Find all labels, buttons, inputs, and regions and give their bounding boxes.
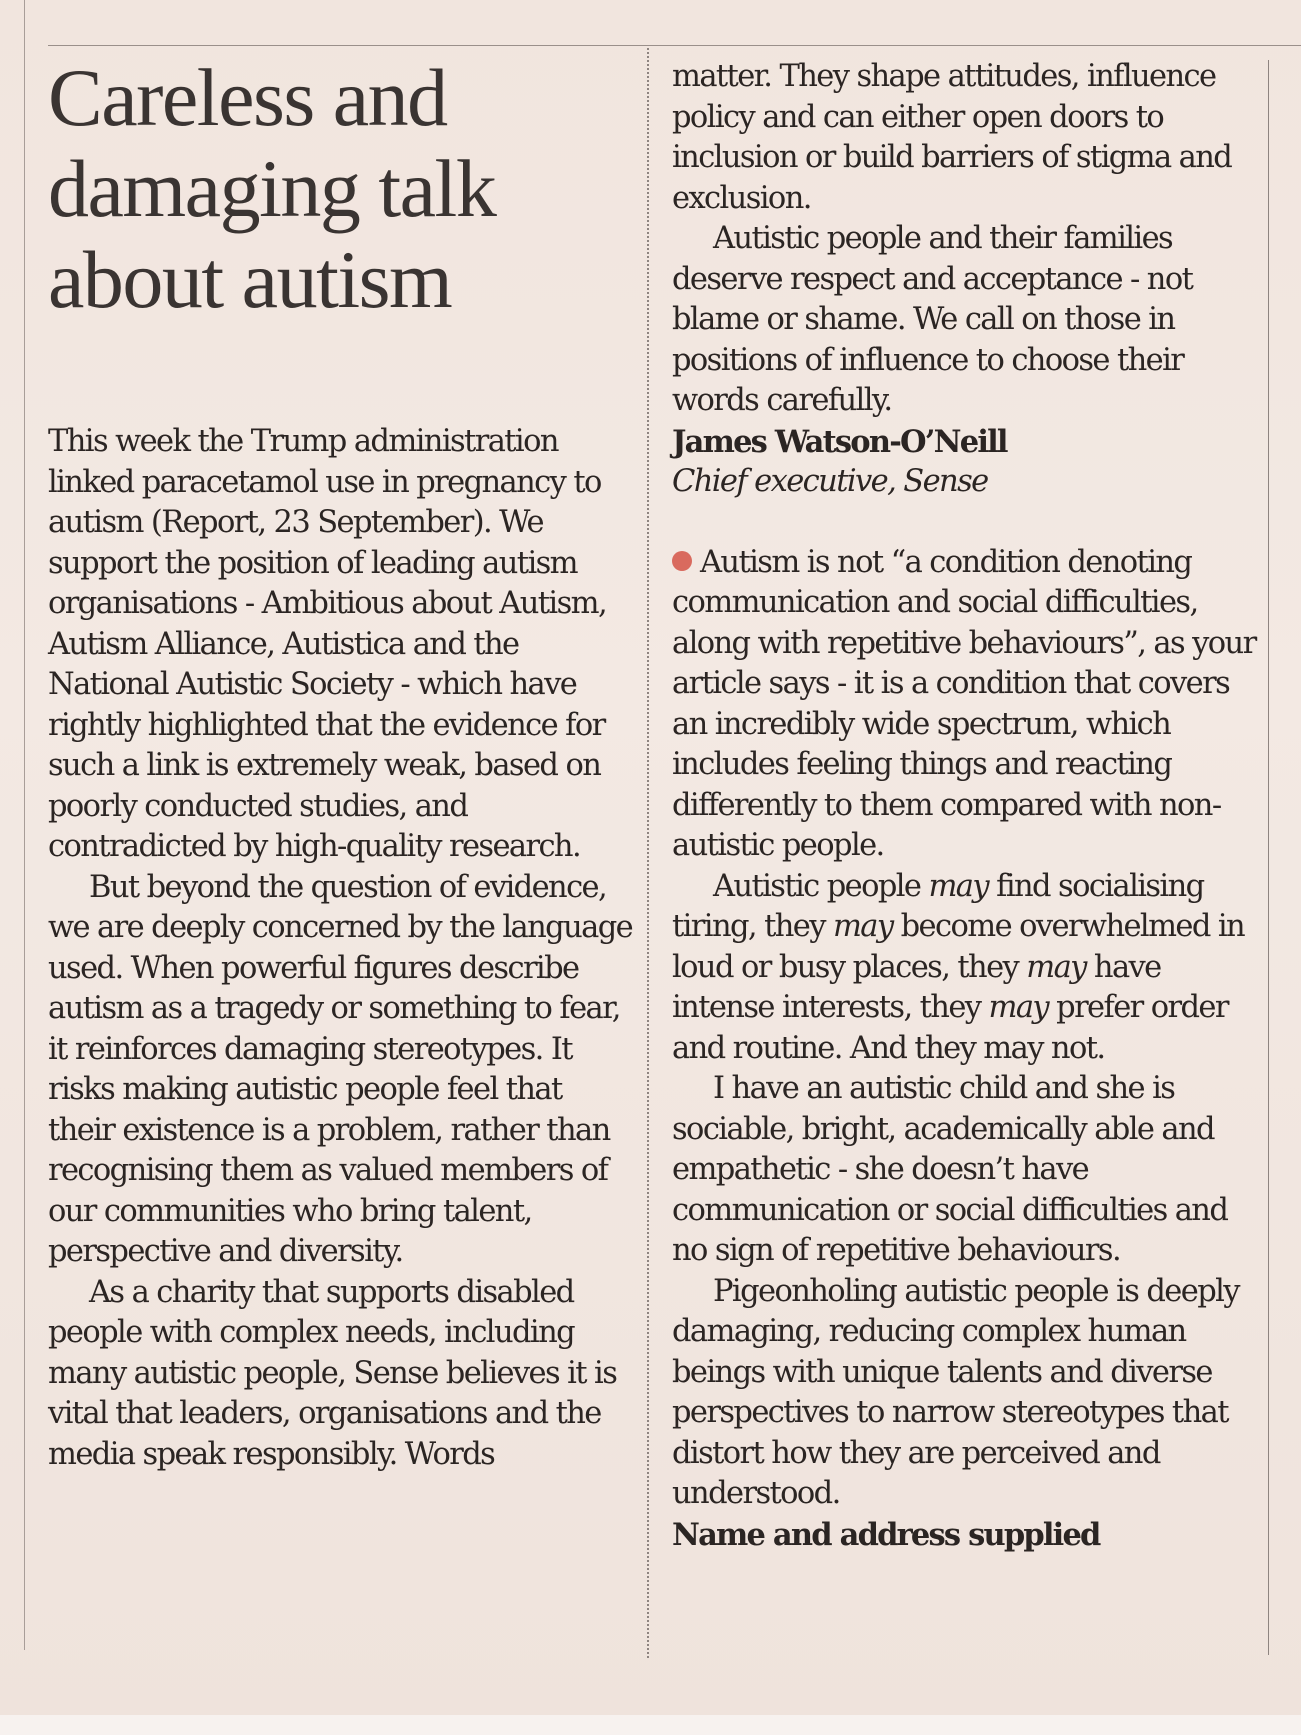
letter1-paragraph-2: But beyond the question of evidence, we are deeply concerned by the language used. When powerful figures describe autism as a tragedy or something to fear, it reinforces damaging stereotypes. It risks making autistic people feel that their existence is a problem, rather than recognising them as valued members of our communities who bring talent, perspective and diversity. — [48, 869, 633, 1269]
letter2-p2-emphasis-1: may — [928, 868, 989, 904]
letter2-paragraph-1-text: Autism is not “a condition denoting communication and social difficulties, along with repetitive behaviours”, as your article says - it is a condition that covers an incredibly wide spectrum, which includes feeling things and reacting differently to them compared with non-autistic people. — [672, 544, 1256, 863]
letter1-paragraph-3-continued: matter. They shape attitudes, influence policy and can either open doors to inclusion or build barriers of stigma and exclusion. — [672, 59, 1232, 216]
letter2-paragraph-4: Pigeonholing autistic people is deeply damaging, reducing complex human beings with unique talents and diverse perspectives to narrow stereotypes that distort how they are perceived and understood. — [672, 1273, 1239, 1511]
letter2-p2-text-2: find socialising tiring, they — [672, 868, 1204, 944]
headline: Careless and damaging talk about autism — [48, 52, 496, 325]
letter1-paragraph-1: This week the Trump administration linked paracetamol use in pregnancy to autism (Report, 23 September). We support the position of leading autism organisations - Ambitious about Autism, Autism Alliance, Autistica and the National Autistic Society - which have rightly highlighted that the evidence for such a link is extremely weak, based on poorly conducted studies, and contradicted by high-quality research. — [48, 424, 607, 864]
column-right — [672, 57, 1257, 1555]
left-column-rule — [24, 0, 25, 1650]
letter2-paragraph-3: I have an autistic child and she is sociable, bright, academically able and empathetic - she doesn’t have communication or social difficulties and no sign of repetitive behaviours. — [672, 1071, 1228, 1268]
letter2-p2-emphasis-3: may — [1026, 949, 1086, 985]
top-rule — [48, 45, 1301, 46]
letter2-signature: Name and address supplied — [672, 1516, 1100, 1553]
letter2-paragraph-2 — [672, 867, 1257, 1070]
letter2-p2-text-4: have intense interests, they — [672, 949, 1161, 1025]
column-divider — [647, 48, 649, 1658]
letter2-p2-emphasis-4: may — [988, 990, 1049, 1025]
letter-separator — [672, 503, 1257, 543]
column-left — [48, 422, 633, 1475]
letter2-p2-text-1: Autistic people — [713, 868, 929, 904]
letter1-paragraph-3: As a charity that supports disabled people with complex needs, including many autistic people, Sense believes it is vital that leaders, organisations and the media speak responsibly. Words — [48, 1274, 617, 1472]
page-bottom-edge — [0, 1715, 1301, 1735]
letter2-p2-text-5: prefer order and routine. And they may not. — [672, 990, 1228, 1066]
letter1-paragraph-4: Autistic people and their families deserve respect and acceptance - not blame or shame. We call on those in positions of influence to choose their words carefully. — [672, 221, 1193, 418]
bullet-icon — [672, 551, 692, 571]
letter1-signature: James Watson-O’Neill — [672, 423, 1007, 460]
letter2-p2-emphasis-2: may — [832, 909, 893, 944]
letter1-role: Chief executive, Sense — [672, 464, 988, 499]
letter2-p2-text-3: become overwhelmed in loud or busy places, they — [672, 909, 1245, 985]
right-column-rule — [1268, 60, 1269, 1655]
letter2-paragraph-1 — [672, 543, 1257, 867]
